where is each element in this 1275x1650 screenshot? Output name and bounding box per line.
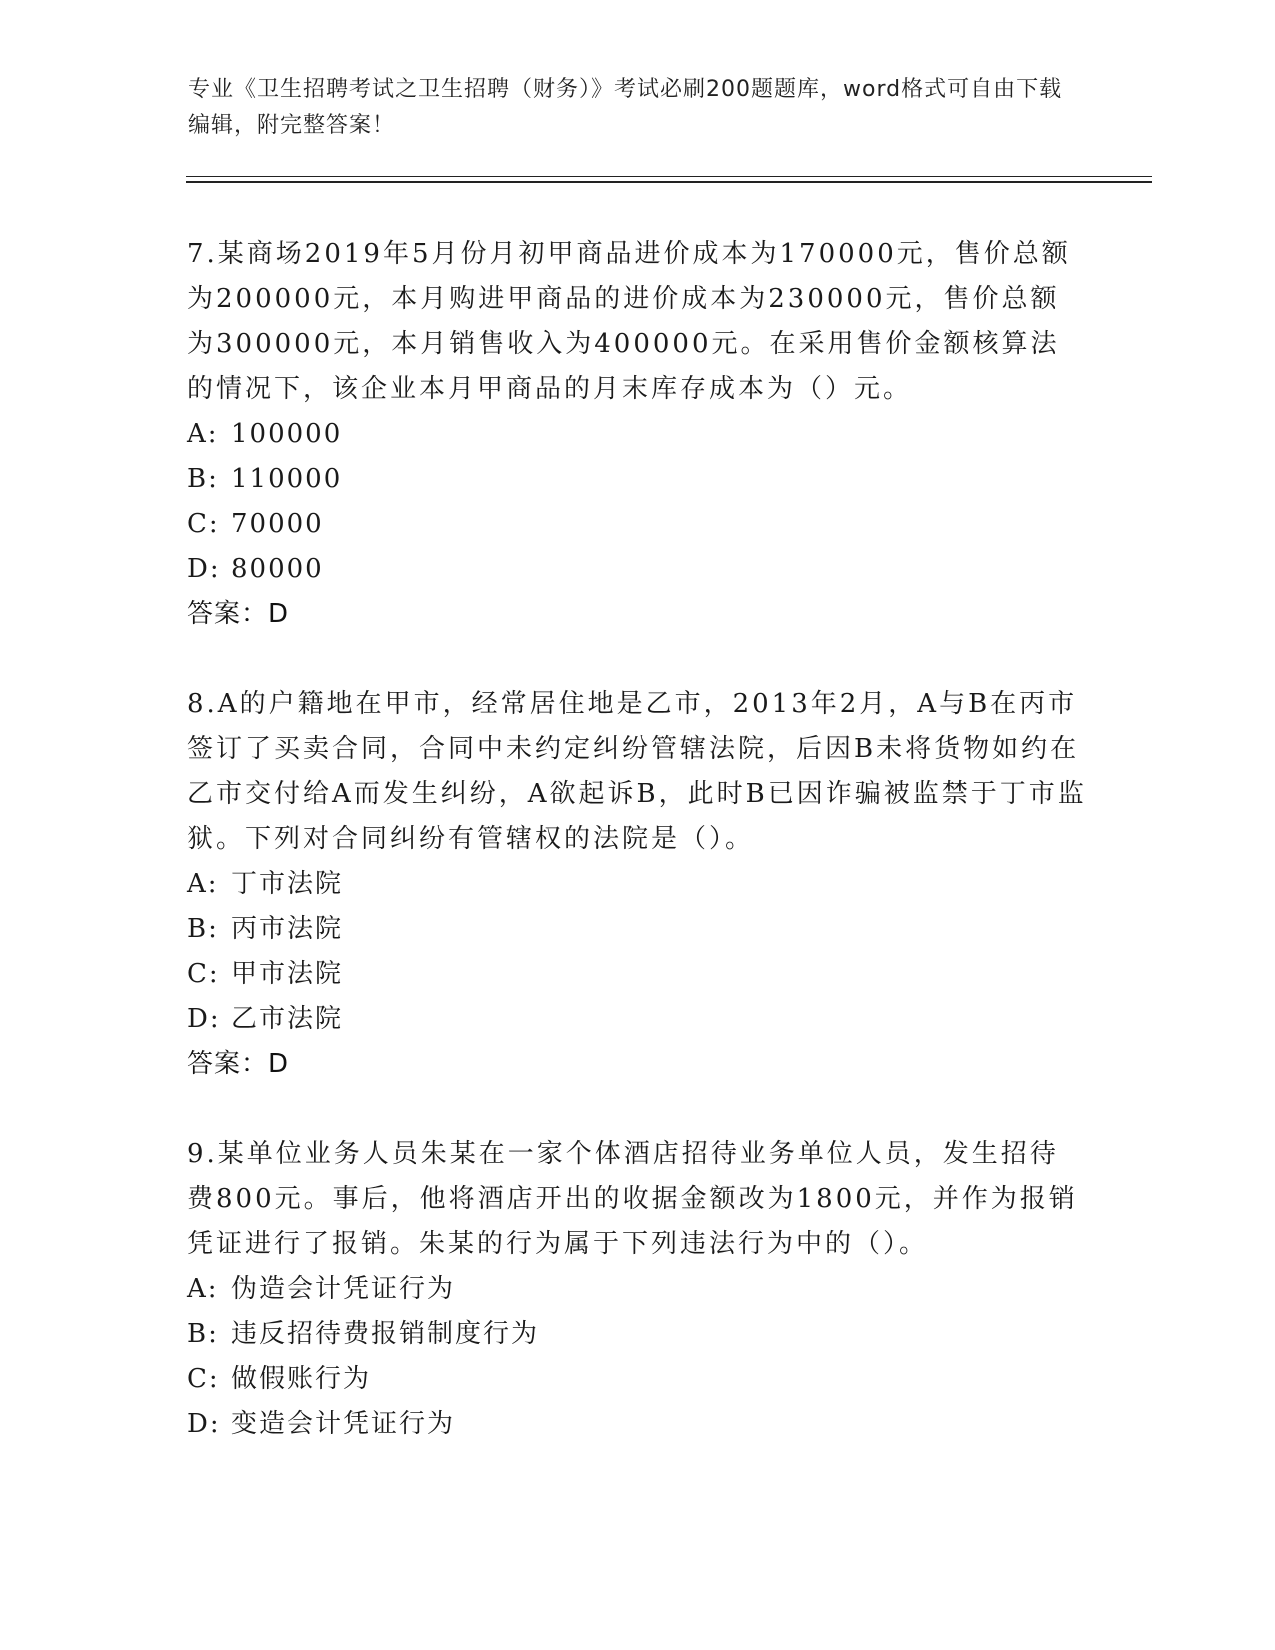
question-7 — [187, 232, 1087, 637]
option-letter: B: — [187, 1319, 219, 1349]
question-stem: 8.A的户籍地在甲市，经常居住地是乙市，2013年2月，A与B在丙市签订了买卖合同，合同中未约定纠纷管辖法院，后因B未将货物如约在乙市交付给A而发生纠纷，A欲起诉B，此时B已因诈骗被监禁于丁市监狱。下列对合同纠纷有管辖权的法院是（）。 — [187, 689, 1087, 854]
option-letter: B: — [187, 914, 219, 944]
option-d — [187, 997, 1087, 1042]
header-text: 专业《卫生招聘考试之卫生招聘（财务）》考试必刷200题题库，word格式可自由下载编辑，附完整答案！ — [188, 77, 1063, 138]
option-letter: C: — [187, 1364, 220, 1394]
option-text: 80000 — [231, 554, 324, 584]
option-letter: C: — [187, 509, 220, 539]
option-letter: D: — [187, 1004, 221, 1034]
option-a — [187, 862, 1087, 907]
option-text: 乙市法院 — [231, 1004, 344, 1034]
option-a — [187, 412, 1087, 457]
option-text: 做假账行为 — [231, 1364, 372, 1394]
header-divider-thin — [186, 176, 1152, 177]
option-text: 100000 — [231, 419, 343, 449]
option-text: 丁市法院 — [231, 869, 344, 899]
option-c — [187, 1357, 1087, 1402]
question-stem: 9.某单位业务人员朱某在一家个体酒店招待业务单位人员，发生招待费800元。事后，他将酒店开出的收据金额改为1800元，并作为报销凭证进行了报销。朱某的行为属于下列违法行为中的（）。 — [187, 1139, 1078, 1259]
option-letter: A: — [187, 1274, 219, 1304]
header-divider-thick — [186, 181, 1152, 183]
answer-line: 答案：D — [187, 599, 290, 629]
option-letter: A: — [187, 869, 219, 899]
option-d — [187, 547, 1087, 592]
option-text: 变造会计凭证行为 — [231, 1409, 456, 1439]
option-d — [187, 1402, 1087, 1447]
option-text: 70000 — [231, 509, 324, 539]
option-b — [187, 907, 1087, 952]
option-text: 丙市法院 — [231, 914, 344, 944]
question-stem: 7.某商场2019年5月份月初甲商品进价成本为170000元，售价总额为200000元，本月购进甲商品的进价成本为230000元，售价总额为300000元，本月销售收入为400000元。在采用售价金额核算法的情况下，该企业本月甲商品的月末库存成本为（）元。 — [187, 239, 1071, 404]
option-c — [187, 952, 1087, 997]
option-text: 违反招待费报销制度行为 — [231, 1319, 540, 1349]
option-letter: C: — [187, 959, 220, 989]
option-text: 甲市法院 — [231, 959, 344, 989]
document-header — [188, 72, 1068, 144]
option-a — [187, 1267, 1087, 1312]
option-text: 伪造会计凭证行为 — [231, 1274, 456, 1304]
option-c — [187, 502, 1087, 547]
option-letter: D: — [187, 554, 221, 584]
option-letter: B: — [187, 464, 219, 494]
question-8 — [187, 682, 1087, 1087]
option-text: 110000 — [231, 464, 343, 494]
option-b — [187, 1312, 1087, 1357]
option-letter: A: — [187, 419, 219, 449]
option-letter: D: — [187, 1409, 221, 1439]
question-9 — [187, 1132, 1087, 1447]
option-b — [187, 457, 1087, 502]
answer-line: 答案：D — [187, 1049, 290, 1079]
